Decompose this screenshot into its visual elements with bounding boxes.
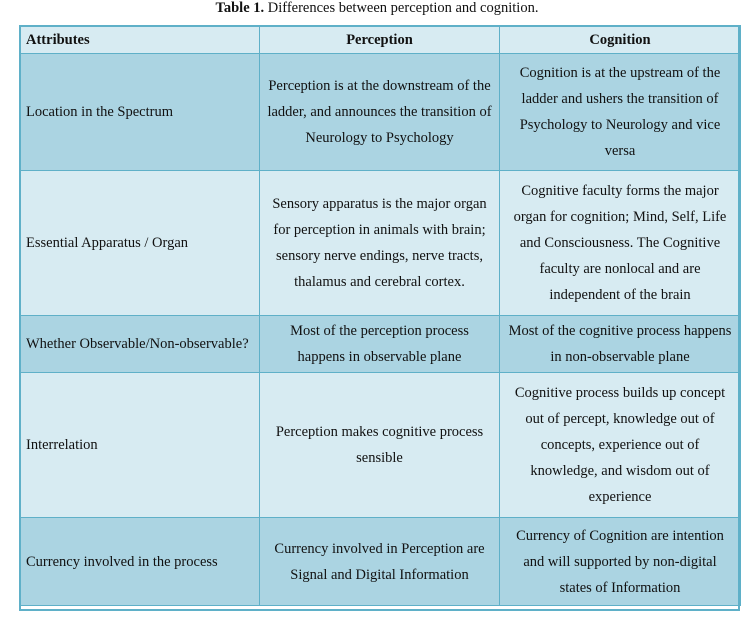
table-row — [20, 171, 741, 316]
row-cognition: Cognition is at the upstream of the ladder and ushers the transition of Psychology to Neurology and vice versa — [500, 54, 741, 171]
table-header-row — [20, 26, 741, 54]
comparison-table — [19, 25, 741, 606]
row-cognition: Cognitive process builds up concept out of percept, knowledge out of concepts, experience out of knowledge, and wisdom out of experience — [500, 373, 741, 518]
header-perception: Perception — [260, 26, 500, 54]
table-row — [20, 316, 741, 373]
row-cognition: Currency of Cognition are intention and will supported by non-digital states of Information — [500, 518, 741, 606]
header-attributes: Attributes — [20, 26, 260, 54]
table-caption-text: Differences between perception and cognition. — [264, 0, 539, 16]
table-row — [20, 373, 741, 518]
header-cognition: Cognition — [500, 26, 741, 54]
row-perception: Perception makes cognitive process sensible — [260, 373, 500, 518]
row-perception: Most of the perception process happens in observable plane — [260, 316, 500, 373]
row-attribute: Essential Apparatus / Organ — [20, 171, 260, 316]
row-cognition: Cognitive faculty forms the major organ for cognition; Mind, Self, Life and Consciousness. The Cognitive faculty are nonlocal and are independent of the brain — [500, 171, 741, 316]
row-perception: Currency involved in Perception are Signal and Digital Information — [260, 518, 500, 606]
table-row — [20, 54, 741, 171]
row-attribute: Location in the Spectrum — [20, 54, 260, 171]
row-perception: Perception is at the downstream of the ladder, and announces the transition of Neurology to Psychology — [260, 54, 500, 171]
row-attribute: Interrelation — [20, 373, 260, 518]
table-row — [20, 518, 741, 606]
table-caption-label: Table 1. — [215, 0, 265, 16]
row-perception: Sensory apparatus is the major organ for perception in animals with brain; sensory nerve endings, nerve tracts, thalamus and cerebral cortex. — [260, 171, 500, 316]
table-caption — [0, 0, 754, 18]
row-attribute: Currency involved in the process — [20, 518, 260, 606]
row-cognition: Most of the cognitive process happens in non-observable plane — [500, 316, 741, 373]
row-attribute: Whether Observable/Non-observable? — [20, 316, 260, 373]
